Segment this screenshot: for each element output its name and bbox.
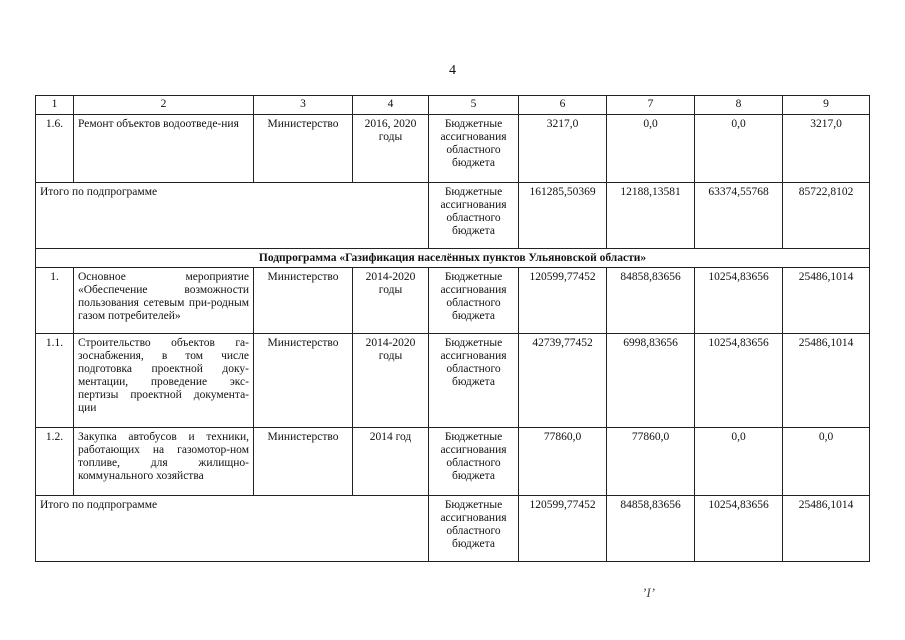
value-col6: 120599,77452 [519,268,607,334]
row-number: 1. [36,268,74,334]
header-cell: 2 [74,96,254,115]
period: 2014-2020 годы [353,268,429,334]
page-number: 4 [449,63,456,78]
value-col9: 25486,1014 [783,496,870,562]
value-col7: 77860,0 [607,428,695,496]
value-col9: 0,0 [783,428,870,496]
subtotal-row [36,496,870,562]
funding-source: Бюджетные ассигнования областного бюджета [429,334,519,428]
section-row [36,249,870,268]
value-col8: 0,0 [695,428,783,496]
header-cell: 3 [254,96,353,115]
value-col8: 10254,83656 [695,496,783,562]
value-col8: 10254,83656 [695,334,783,428]
header-cell: 6 [519,96,607,115]
row-number: 1.1. [36,334,74,428]
subtotal-label: Итого по подпрограмме [36,496,429,562]
value-col9: 25486,1014 [783,268,870,334]
value-col9: 85722,8102 [783,183,870,249]
handwritten-mark: ’I’ [642,585,655,600]
row-number: 1.2. [36,428,74,496]
table-row [36,115,870,183]
header-cell: 4 [353,96,429,115]
executor: Министерство [254,268,353,334]
value-col8: 10254,83656 [695,268,783,334]
value-col7: 6998,83656 [607,334,695,428]
header-cell: 8 [695,96,783,115]
value-col7: 12188,13581 [607,183,695,249]
activity-name: Ремонт объектов водоотведе-ния [74,115,254,183]
activity-name: Строительство объектов га-зоснабжения, в том числе подготовка проектной доку-ментации, проведение экс-пертизы проектной документа-ции [74,334,254,428]
executor: Министерство [254,115,353,183]
table-row [36,334,870,428]
value-col6: 161285,50369 [519,183,607,249]
header-cell: 9 [783,96,870,115]
header-cell: 5 [429,96,519,115]
funding-source: Бюджетные ассигнования областного бюджета [429,496,519,562]
period: 2014-2020 годы [353,334,429,428]
header-cell: 7 [607,96,695,115]
value-col9: 3217,0 [783,115,870,183]
activity-name: Основное мероприятие «Обеспечение возможности пользования сетевым при-родным газом потребителей» [74,268,254,334]
row-number: 1.6. [36,115,74,183]
funding-source: Бюджетные ассигнования областного бюджета [429,115,519,183]
section-title: Подпрограмма «Газификация населённых пунктов Ульяновской области» [36,249,870,268]
table-row [36,268,870,334]
value-col6: 3217,0 [519,115,607,183]
value-col7: 0,0 [607,115,695,183]
executor: Министерство [254,428,353,496]
activity-name: Закупка автобусов и техники, работающих на газомотор-ном топливе, для жилищно-коммунального хозяйства [74,428,254,496]
value-col8: 63374,55768 [695,183,783,249]
period: 2014 год [353,428,429,496]
header-cell: 1 [36,96,74,115]
column-number-row [36,96,870,115]
value-col8: 0,0 [695,115,783,183]
program-table [35,95,870,562]
value-col9: 25486,1014 [783,334,870,428]
subtotal-label: Итого по подпрограмме [36,183,429,249]
subtotal-row [36,183,870,249]
value-col7: 84858,83656 [607,268,695,334]
executor: Министерство [254,334,353,428]
value-col6: 77860,0 [519,428,607,496]
period: 2016, 2020 годы [353,115,429,183]
funding-source: Бюджетные ассигнования областного бюджета [429,268,519,334]
funding-source: Бюджетные ассигнования областного бюджета [429,428,519,496]
value-col6: 42739,77452 [519,334,607,428]
value-col6: 120599,77452 [519,496,607,562]
table-row [36,428,870,496]
value-col7: 84858,83656 [607,496,695,562]
funding-source: Бюджетные ассигнования областного бюджета [429,183,519,249]
